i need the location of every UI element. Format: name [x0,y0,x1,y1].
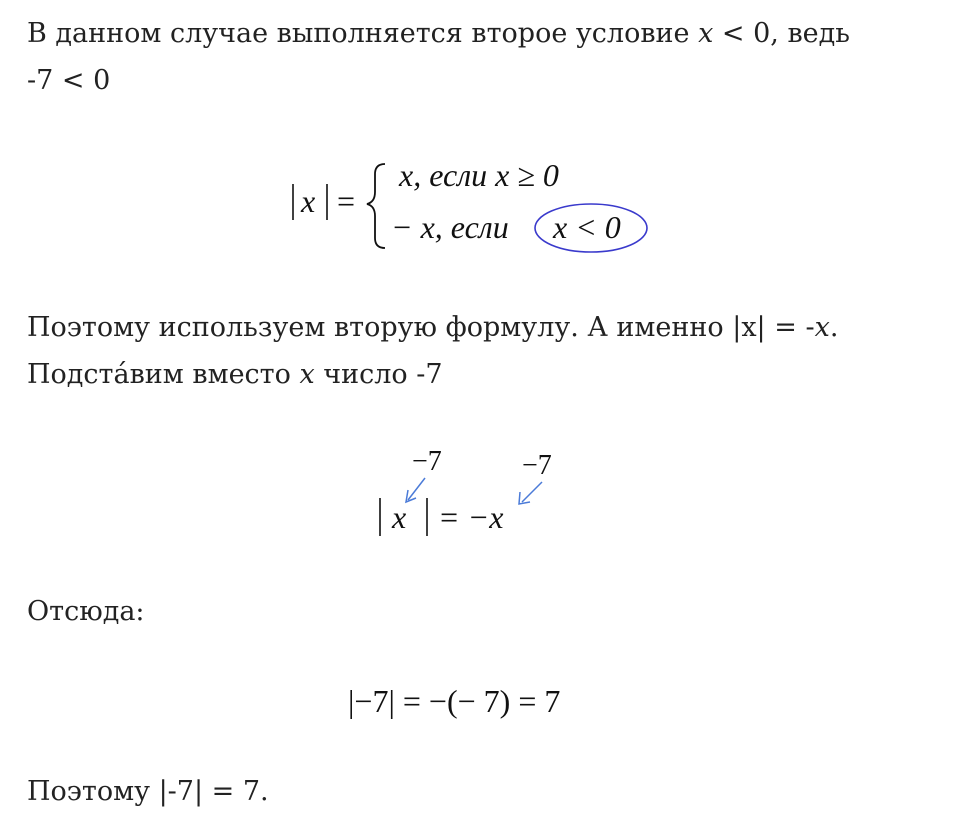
formula2-rhs: = −x [438,499,504,535]
variable-x-inline: x [814,312,830,343]
paragraph-conclusion: Поэтому |-7| = 7. [27,776,269,807]
substitution-formula [370,440,590,550]
condition-text-end: < 0, ведь [713,18,850,49]
arrow-right [522,482,542,502]
case-1: x, если x ≥ 0 [399,157,559,193]
substitute-text-end: число -7 [314,359,443,390]
substitute-text-start: Подста́вим вместо [27,359,300,390]
paragraph-hence: Отсюда: [27,596,145,627]
arrowhead-right [519,492,530,504]
absolute-value-definition-formula [285,150,665,260]
formula1-equals: = [337,183,356,219]
paragraph-second-formula [27,304,838,398]
condition-inequality: -7 < 0 [27,65,111,96]
abs-x-inline: |x| [732,312,766,343]
equals-minus: = - [765,312,815,343]
formula1-lhs-variable: x [301,183,316,219]
case-2-condition: x < 0 [553,209,621,245]
substitution-label-right: −7 [522,450,552,481]
period: . [829,312,839,343]
formula2-lhs-variable: x [392,499,407,535]
case-2-expression: − x, если [391,209,509,245]
result-formula [348,676,608,726]
variable-x: x [698,18,714,49]
condition-text-start: В данном случае выполняется второе условие [27,18,699,49]
arrow-left [408,478,425,500]
second-formula-text: Поэтому используем вторую формулу. А именно [27,312,733,343]
substitution-label-left: −7 [412,446,442,477]
result-expression: |−7| = −(− 7) = 7 [348,683,561,719]
curly-brace [367,164,385,248]
paragraph-condition [27,10,850,104]
variable-x-substitute: x [299,359,315,390]
